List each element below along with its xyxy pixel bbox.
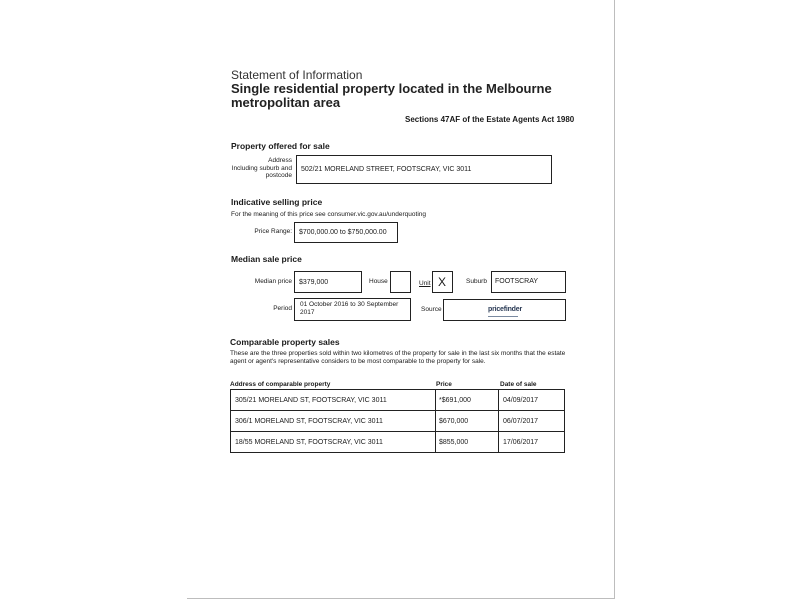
table-row-address: 305/21 MORELAND ST, FOOTSCRAY, VIC 3011 <box>235 397 387 404</box>
median-price-value: $379,000 <box>299 279 329 286</box>
address-label-line1: Address <box>268 157 292 164</box>
house-label: House <box>369 278 388 285</box>
table-col-divider <box>498 390 499 452</box>
table-row-date: 17/06/2017 <box>503 439 539 446</box>
col-price-header: Price <box>436 381 452 388</box>
median-price-field <box>294 271 362 293</box>
indicative-heading: Indicative selling price <box>231 197 323 207</box>
col-address-header: Address of comparable property <box>230 381 331 388</box>
source-label: Source <box>421 306 442 313</box>
table-row-date: 06/07/2017 <box>503 418 539 425</box>
unit-label: Unit <box>419 280 431 287</box>
address-value: 502/21 MORELAND STREET, FOOTSCRAY, VIC 3011 <box>301 166 472 173</box>
property-heading: Property offered for sale <box>231 141 330 151</box>
period-value-line2: 2017 <box>300 309 315 316</box>
table-col-divider <box>435 390 436 452</box>
price-range-value: $700,000.00 to $750,000.00 <box>299 229 387 236</box>
address-label-line2: Including suburb and <box>231 164 292 172</box>
table-row-price: *$691,000 <box>439 397 471 404</box>
price-range-label: Price Range: <box>254 228 292 235</box>
act-reference: Sections 47AF of the Estate Agents Act 1980 <box>405 115 575 124</box>
pricefinder-underline <box>488 316 518 317</box>
unit-checkbox <box>432 271 453 293</box>
period-value-line1: 01 October 2016 to 30 September <box>300 301 399 308</box>
suburb-field <box>491 271 566 293</box>
median-price-label: Median price <box>254 278 292 285</box>
col-date-header: Date of sale <box>500 381 537 388</box>
table-row-divider <box>231 410 564 411</box>
table-row-divider <box>231 431 564 432</box>
comparable-desc-line2: agent or agent's representative considers to be most comparable to the property for sale. <box>230 358 486 365</box>
address-field <box>296 155 552 184</box>
indicative-note: For the meaning of this price see consumer.vic.gov.au/underquoting <box>231 211 426 218</box>
comparable-heading: Comparable property sales <box>230 337 340 347</box>
period-label: Period <box>273 305 292 312</box>
address-label-line3: postcode <box>265 172 292 179</box>
price-range-field <box>294 222 398 243</box>
table-row-price: $670,000 <box>439 418 469 425</box>
suburb-label: Suburb <box>466 278 487 285</box>
unit-mark: X <box>438 275 447 289</box>
document-subtitle-line2: metropolitan area <box>231 95 341 110</box>
pricefinder-logo: pricefinder <box>488 306 522 313</box>
comparable-desc-line1: These are the three properties sold within two kilometres of the property for sale in the last six months that the estate <box>230 350 566 357</box>
table-row-address: 18/55 MORELAND ST, FOOTSCRAY, VIC 3011 <box>235 439 383 446</box>
table-row-price: $855,000 <box>439 439 469 446</box>
table-row-address: 306/1 MORELAND ST, FOOTSCRAY, VIC 3011 <box>235 418 383 425</box>
source-field <box>443 299 566 321</box>
address-label <box>220 157 292 180</box>
suburb-value: FOOTSCRAY <box>495 278 539 285</box>
house-checkbox <box>390 271 411 293</box>
document-subtitle-line1: Single residential property located in the Melbourne <box>231 81 552 96</box>
period-field <box>294 298 411 321</box>
document-title: Statement of Information <box>231 68 363 82</box>
comparable-table <box>230 389 565 453</box>
table-row-date: 04/09/2017 <box>503 397 539 404</box>
median-heading: Median sale price <box>231 254 302 264</box>
